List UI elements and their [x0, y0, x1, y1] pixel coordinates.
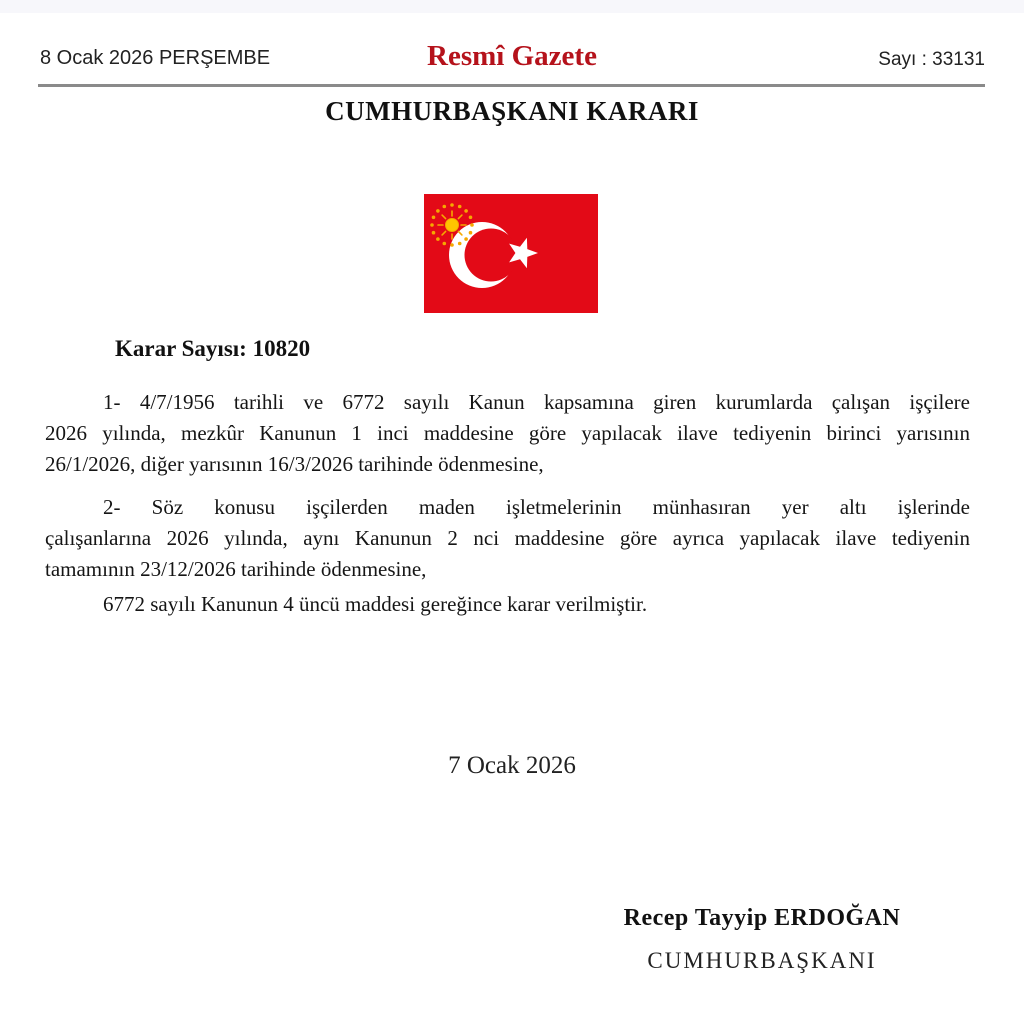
gazette-date: 8 Ocak 2026 PERŞEMBE [40, 47, 271, 69]
decision-closing-clause [45, 589, 970, 620]
body-line: 6772 sayılı Kanunun 4 üncü maddesi gereğince karar verilmiştir. [103, 592, 648, 616]
body-line: çalışanlarına 2026 yılında, aynı Kanunun 2 nci maddesine göre ayrıca yapılacak ilave tediyenin [45, 526, 970, 550]
decision-body [45, 387, 970, 620]
screenshot-top-strip [0, 0, 1024, 13]
gazette-title: Resmî Gazete [427, 40, 597, 72]
signatory-title: CUMHURBAŞKANI [647, 948, 877, 973]
signature-block [600, 905, 924, 974]
gazette-issue-number: Sayı : 33131 [878, 49, 985, 70]
body-line: 26/1/2026, diğer yarısının 16/3/2026 tarihinde ödenmesine, [45, 452, 544, 476]
document-title: CUMHURBAŞKANI KARARI [325, 96, 699, 126]
decision-article-2 [45, 492, 970, 585]
decision-article-1 [45, 387, 970, 480]
decision-date: 7 Ocak 2026 [448, 752, 576, 779]
body-line: 1- 4/7/1956 tarihli ve 6772 sayılı Kanun kapsamına giren kurumlarda çalışan işçilere [103, 390, 970, 414]
turkish-flag-graphic [424, 194, 598, 313]
signatory-name: Recep Tayyip ERDOĞAN [623, 905, 901, 931]
body-line: 2- Söz konusu işçilerden maden işletmelerinin münhasıran yer altı işlerinde [103, 495, 970, 519]
body-line: tamamının 23/12/2026 tarihinde ödenmesine, [45, 557, 427, 581]
body-line: 2026 yılında, mezkûr Kanunun 1 inci maddesine göre yapılacak ilave tediyenin birinci yarısının [45, 421, 970, 445]
turkish-flag-icon [424, 194, 598, 313]
decision-number: Karar Sayısı: 10820 [115, 336, 311, 361]
masthead-divider [38, 84, 985, 87]
